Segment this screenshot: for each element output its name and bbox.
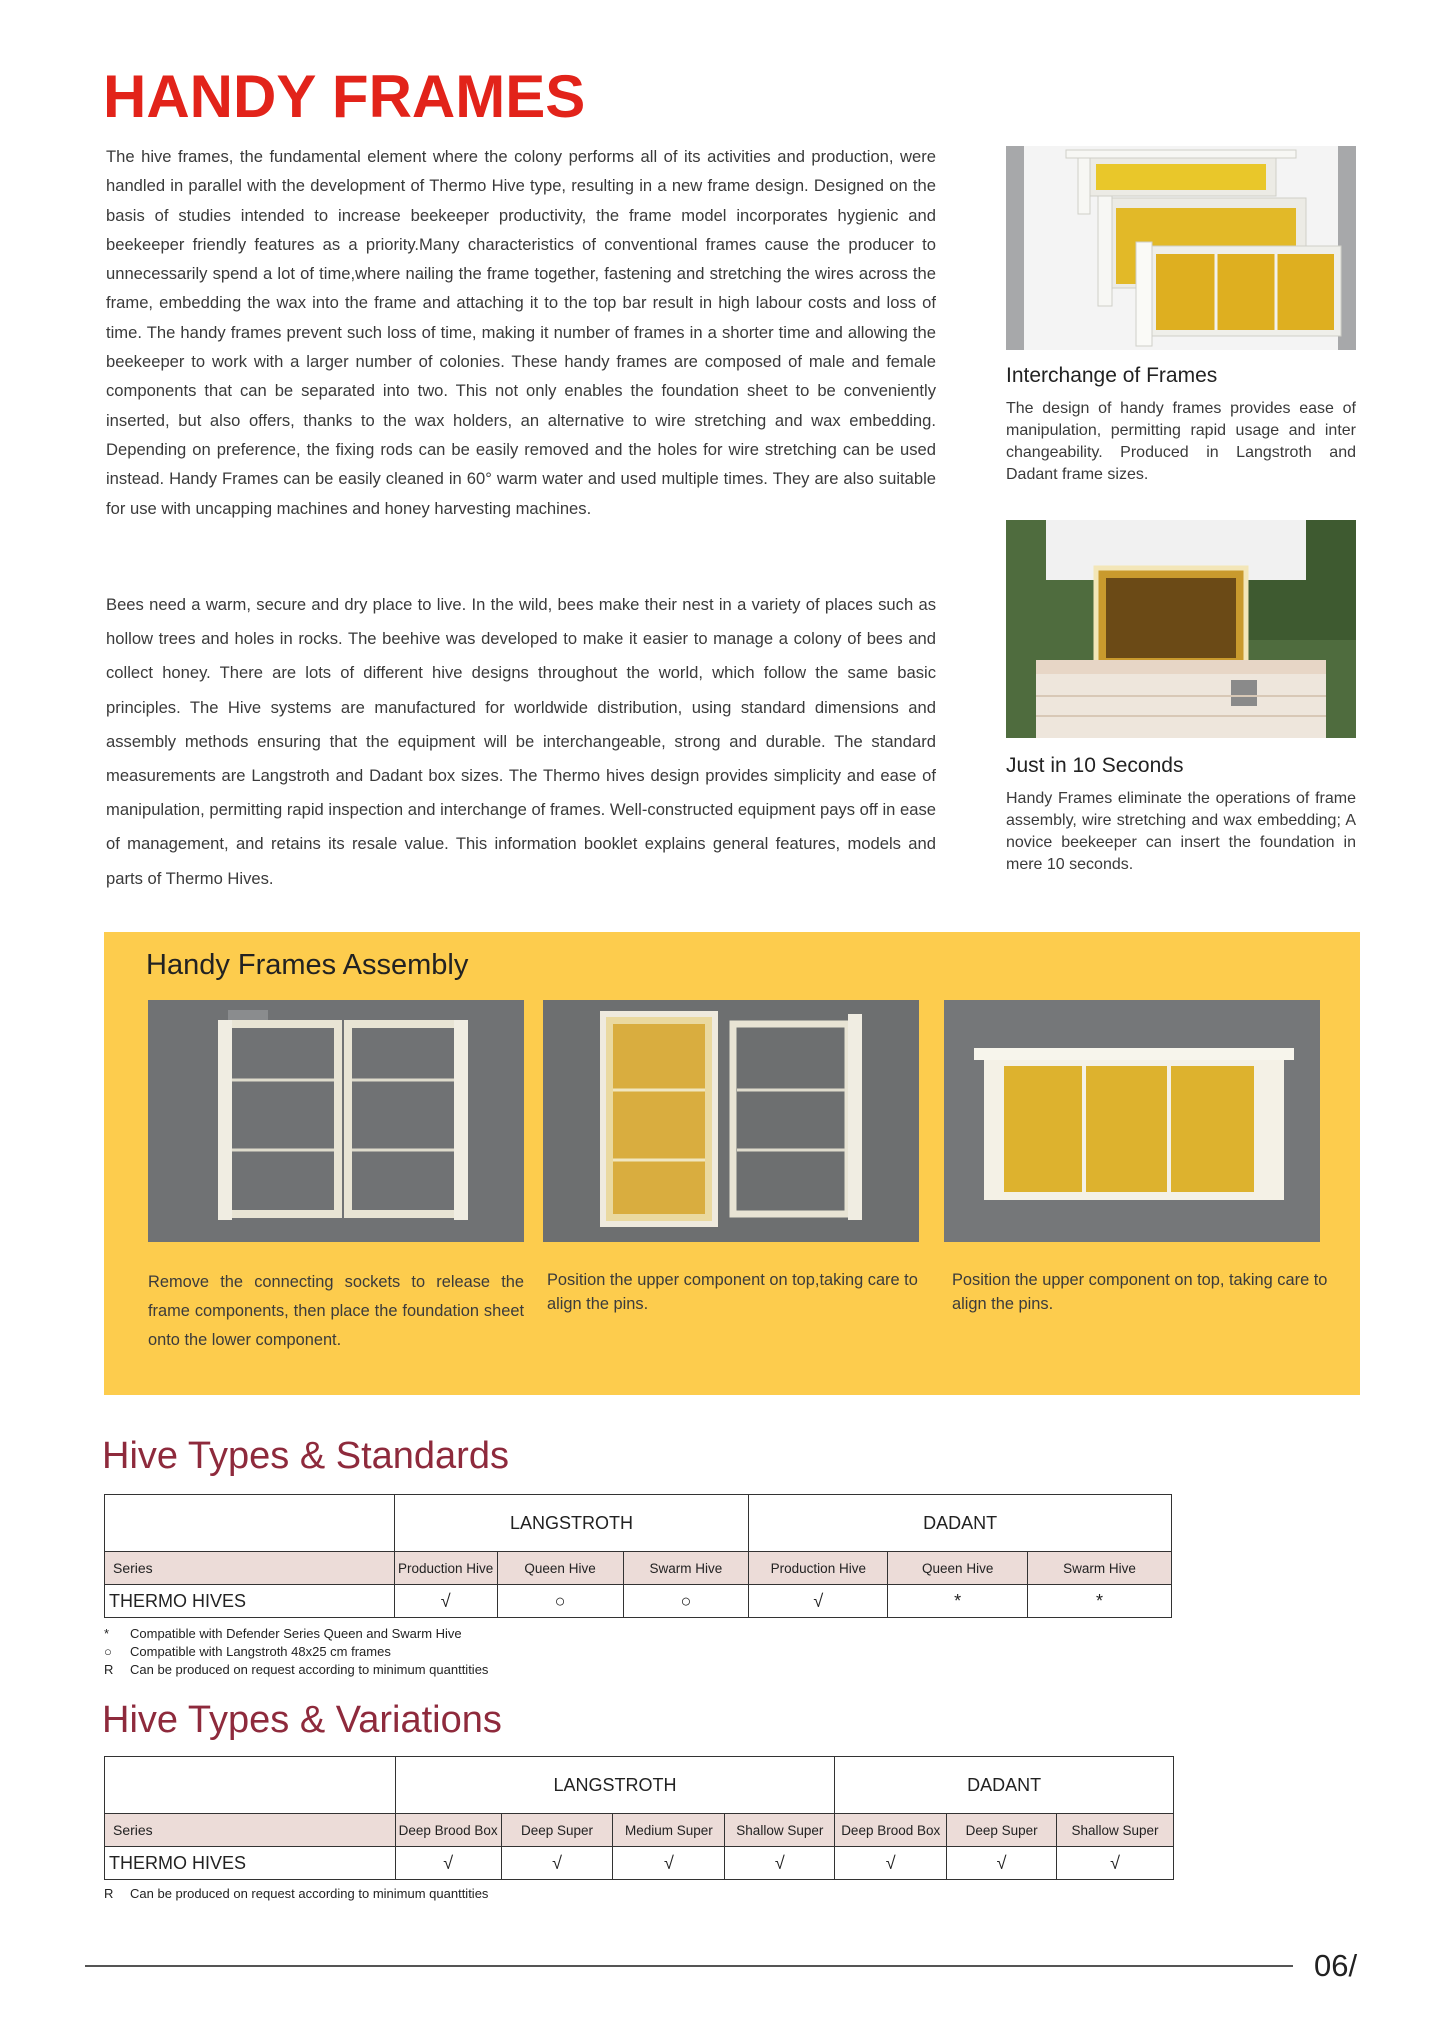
variations-col: Deep Super	[501, 1814, 613, 1847]
note-item: ○ Compatible with Langstroth 48x25 cm frames	[104, 1644, 391, 1659]
standards-col: Swarm Hive	[1028, 1552, 1172, 1585]
assembly-photo-1	[148, 1000, 524, 1242]
variations-col: Deep Super	[947, 1814, 1057, 1847]
standards-series-label: Series	[105, 1552, 395, 1585]
variations-series-label: Series	[105, 1814, 396, 1847]
standards-row-name: THERMO HIVES	[105, 1585, 395, 1618]
variations-col: Deep Brood Box	[835, 1814, 947, 1847]
variations-row-name: THERMO HIVES	[105, 1847, 396, 1880]
standards-group-dadant: DADANT	[749, 1495, 1172, 1552]
standards-heading: Hive Types & Standards	[102, 1435, 509, 1477]
intro-paragraph: The hive frames, the fundamental element where the colony performs all of its activities and production, were handled in parallel with the development of Thermo Hive type, resulting in a new frame design. Designed on the basis of studies intended to increase beekeeper productivity, the frame model incorporates hygienic and beekeeper friendly features as a priority.Many characteristics of conventional frames cause the producer to unnecessarily spend a lot of time,where nailing the frame together, fastening and stretching the wires across the frame, embedding the wax into the frame and attaching it to the top bar result in high labour costs and loss of time. The handy frames prevent such loss of time, making it number of frames in a shorter time and allowing the beekeeper to work with a larger number of colonies. These handy frames are composed of male and female components that can be separated into two. This not only enables the foundation sheet to be conveniently inserted, but also offers, thanks to the wax holders, an alternative to wire stretching and wax embedding. Depending on preference, the fixing rods can be easily removed and the holes for wire stretching can be used instead. Handy Frames can be easily cleaned in 60° warm water and used multiple times. They are also suitable for use with uncapping machines and honey harvesting machines.	[106, 147, 936, 518]
standards-col: Swarm Hive	[623, 1552, 749, 1585]
variations-cell: √	[395, 1847, 501, 1880]
variations-notes	[104, 1885, 488, 1903]
page-title: HANDY FRAMES	[103, 63, 586, 130]
note-item: R Can be produced on request according to minimum quanttities	[104, 1886, 489, 1901]
standards-cell: ○	[497, 1585, 623, 1618]
standards-col: Production Hive	[749, 1552, 888, 1585]
page-number: 06/	[1314, 1948, 1358, 1983]
standards-cell: ○	[623, 1585, 749, 1618]
variations-cell: √	[947, 1847, 1057, 1880]
standards-col: Queen Hive	[497, 1552, 623, 1585]
variations-col: Deep Brood Box	[395, 1814, 501, 1847]
footer-rule	[85, 1965, 1293, 1967]
assembly-photo-3	[944, 1000, 1320, 1242]
assembly-title: Handy Frames Assembly	[146, 949, 469, 981]
note-item: * Compatible with Defender Series Queen and Swarm Hive	[104, 1626, 462, 1641]
note-item: R Can be produced on request according to minimum quanttities	[104, 1662, 489, 1677]
standards-col: Production Hive	[394, 1552, 497, 1585]
side-title-interchange: Interchange of Frames	[1006, 364, 1218, 387]
side-title-ten-seconds: Just in 10 Seconds	[1006, 754, 1184, 777]
assembly-step-3: Position the upper component on top, taking care to align the pins.	[952, 1271, 1328, 1313]
standards-col: Queen Hive	[888, 1552, 1028, 1585]
variations-group-dadant: DADANT	[835, 1757, 1174, 1814]
standards-cell: *	[1028, 1585, 1172, 1618]
side-text-interchange: The design of handy frames provides ease of manipulation, permitting rapid usage and inter changeability. Produced in Langstroth and Dadant frame sizes.	[1006, 400, 1356, 483]
standards-cell: √	[749, 1585, 888, 1618]
frames-stack-photo	[1006, 146, 1356, 350]
variations-col: Medium Super	[613, 1814, 725, 1847]
variations-cell: √	[501, 1847, 613, 1880]
variations-col: Shallow Super	[1057, 1814, 1174, 1847]
standards-cell: *	[888, 1585, 1028, 1618]
beekeeper-photo	[1006, 520, 1356, 738]
standards-table	[104, 1494, 1172, 1618]
side-text-ten-seconds: Handy Frames eliminate the operations of frame assembly, wire stretching and wax embedding; A novice beekeeper can insert the foundation in mere 10 seconds.	[1006, 790, 1356, 873]
intro-paragraph-2: Bees need a warm, secure and dry place to live. In the wild, bees make their nest in a variety of places such as hollow trees and holes in rocks. The beehive was developed to make it easier to manage a colony of bees and collect honey. There are lots of different hive designs throughout the world, which follow the same basic principles. The Hive systems are manufactured for worldwide distribution, using standard dimensions and assembly methods ensuring that the equipment will be interchangeable, strong and durable. The standard measurements are Langstroth and Dadant box sizes. The Thermo hives design provides simplicity and ease of manipulation, permitting rapid inspection and interchange of frames. Well-constructed equipment pays off in ease of management, and retains its resale value. This information booklet explains general features, models and parts of Thermo Hives.	[106, 595, 936, 888]
variations-cell: √	[613, 1847, 725, 1880]
variations-corner	[105, 1757, 396, 1814]
standards-corner	[105, 1495, 395, 1552]
variations-cell: √	[1057, 1847, 1174, 1880]
variations-heading: Hive Types & Variations	[102, 1699, 502, 1741]
standards-cell: √	[394, 1585, 497, 1618]
assembly-panel	[104, 932, 1360, 1395]
assembly-step-2: Position the upper component on top,taking care to align the pins.	[547, 1271, 918, 1313]
variations-cell: √	[835, 1847, 947, 1880]
variations-cell: √	[725, 1847, 835, 1880]
standards-notes	[104, 1625, 488, 1679]
variations-table	[104, 1756, 1174, 1880]
variations-group-langstroth: LANGSTROTH	[395, 1757, 835, 1814]
assembly-photo-2	[543, 1000, 919, 1242]
assembly-step-1: Remove the connecting sockets to release the frame components, then place the foundation sheet onto the lower component.	[148, 1273, 524, 1349]
variations-col: Shallow Super	[725, 1814, 835, 1847]
standards-group-langstroth: LANGSTROTH	[394, 1495, 749, 1552]
